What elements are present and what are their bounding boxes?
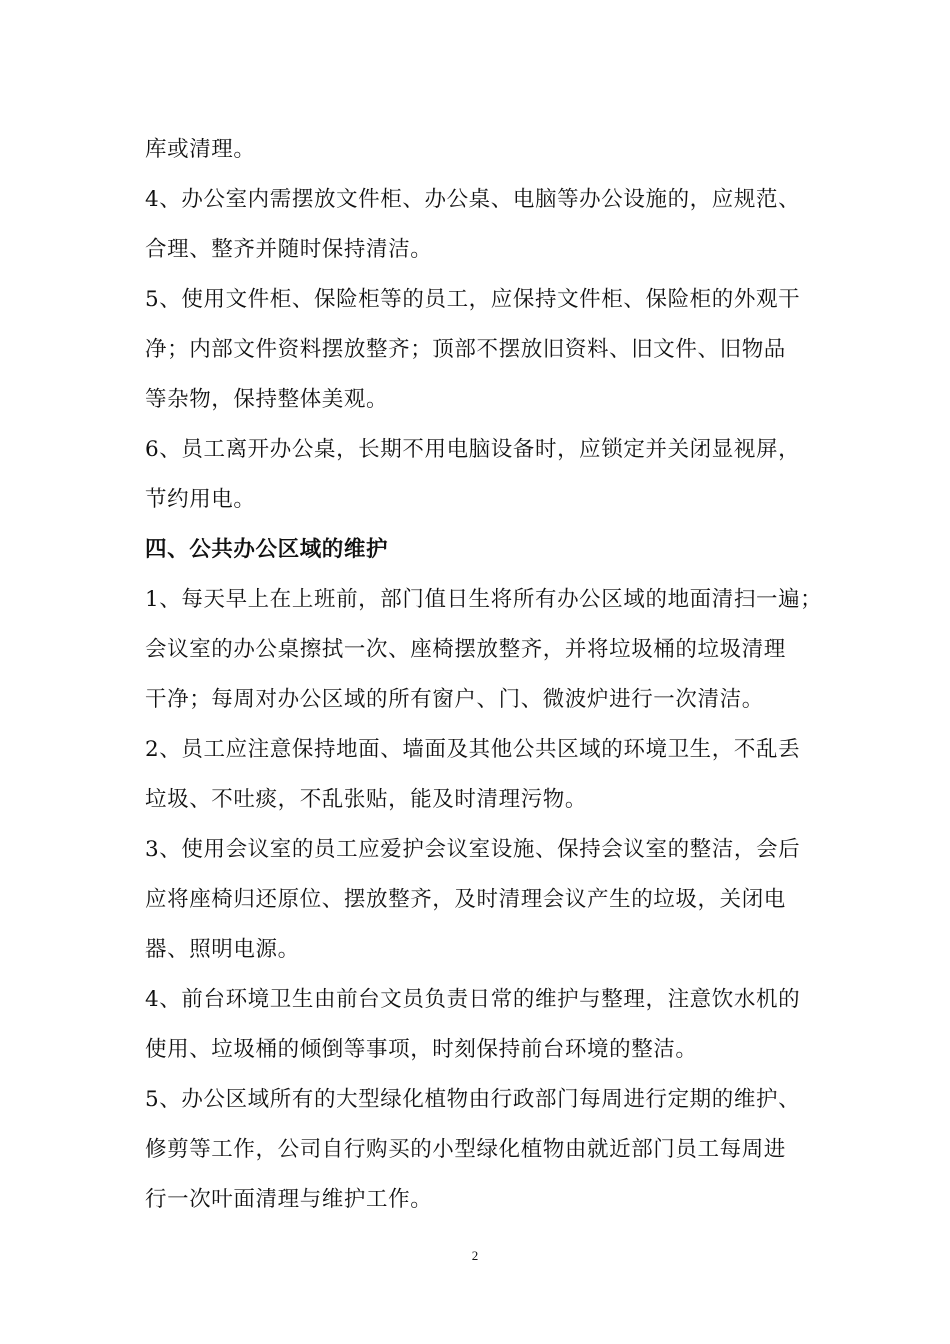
text-line: 净；内部文件资料摆放整齐；顶部不摆放旧资料、旧文件、旧物品 xyxy=(145,337,786,362)
text-line: 干净；每周对办公区域的所有窗户、门、微波炉进行一次清洁。 xyxy=(145,687,764,712)
text-line: 修剪等工作，公司自行购买的小型绿化植物由就近部门员工每周进 xyxy=(145,1137,786,1162)
text-line: 等杂物，保持整体美观。 xyxy=(145,387,389,412)
text-line: 垃圾、不吐痰，不乱张贴，能及时清理污物。 xyxy=(145,787,588,812)
text-line: 5、办公区域所有的大型绿化植物由行政部门每周进行定期的维护、 xyxy=(145,1087,801,1112)
text-line: 5、使用文件柜、保险柜等的员工，应保持文件柜、保险柜的外观干 xyxy=(145,287,801,312)
text-line: 2、员工应注意保持地面、墙面及其他公共区域的环境卫生，不乱丢 xyxy=(145,737,801,762)
section-heading: 四、公共办公区域的维护 xyxy=(145,537,389,562)
text-line: 3、使用会议室的员工应爱护会议室设施、保持会议室的整洁，会后 xyxy=(145,837,801,862)
text-line: 节约用电。 xyxy=(145,487,256,512)
text-line: 1、每天早上在上班前，部门值日生将所有办公区域的地面清扫一遍； xyxy=(145,587,823,612)
text-line: 会议室的办公桌擦拭一次、座椅摆放整齐，并将垃圾桶的垃圾清理 xyxy=(145,637,786,662)
text-line: 使用、垃圾桶的倾倒等事项，时刻保持前台环境的整洁。 xyxy=(145,1037,698,1062)
page-number: 2 xyxy=(471,1248,479,1263)
text-line: 6、员工离开办公桌，长期不用电脑设备时，应锁定并关闭显视屏， xyxy=(145,437,801,462)
text-line: 库或清理。 xyxy=(145,137,256,162)
text-line: 合理、整齐并随时保持清洁。 xyxy=(145,237,433,262)
text-line: 行一次叶面清理与维护工作。 xyxy=(145,1187,433,1212)
text-line: 4、前台环境卫生由前台文员负责日常的维护与整理，注意饮水机的 xyxy=(145,987,801,1012)
text-line: 应将座椅归还原位、摆放整齐，及时清理会议产生的垃圾，关闭电 xyxy=(145,887,786,912)
text-line: 器、照明电源。 xyxy=(145,937,300,962)
text-line: 4、办公室内需摆放文件柜、办公桌、电脑等办公设施的，应规范、 xyxy=(145,187,801,212)
